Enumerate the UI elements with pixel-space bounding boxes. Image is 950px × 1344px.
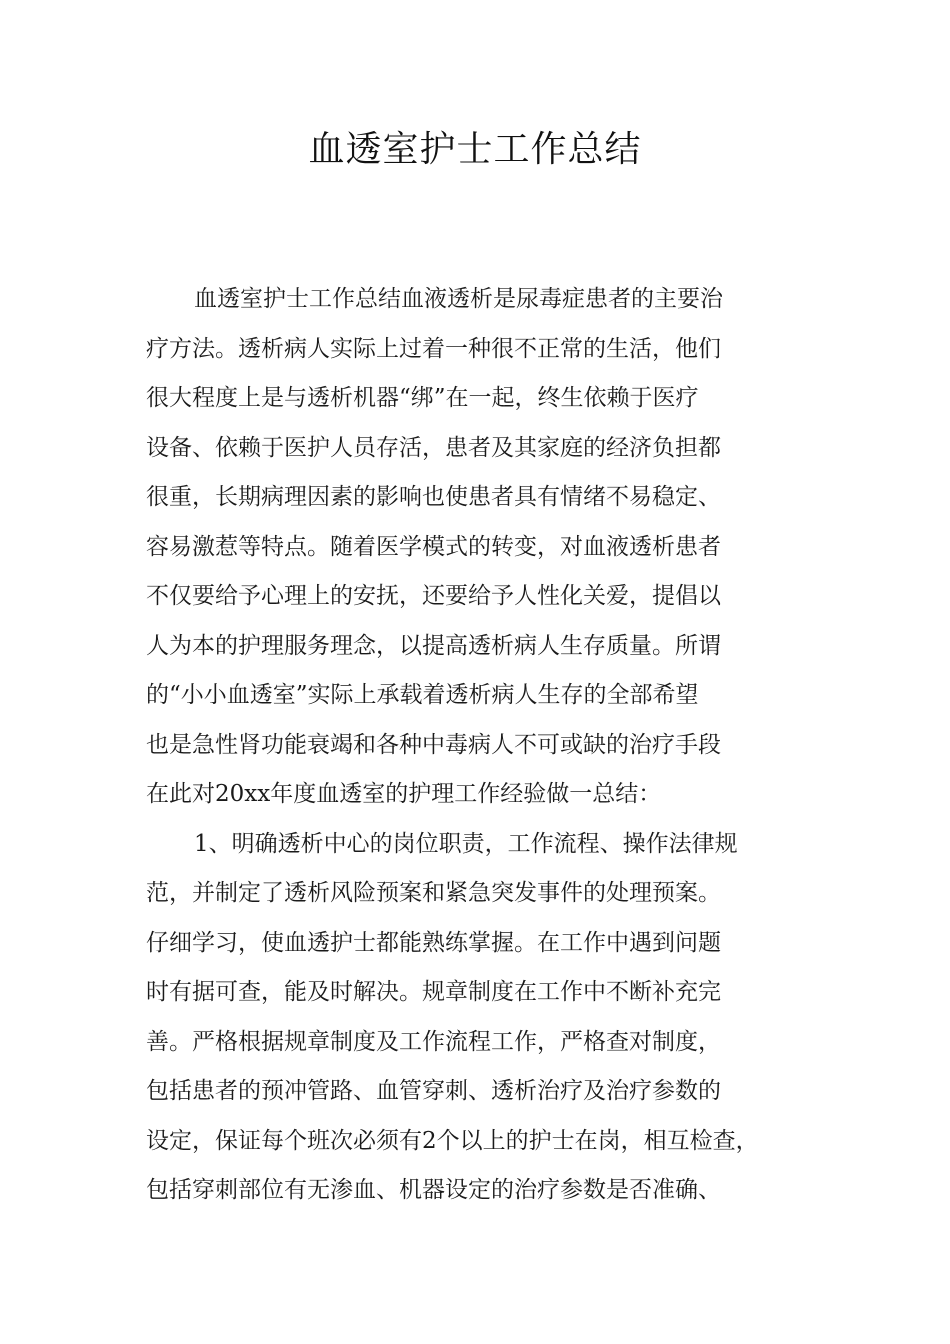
- paragraph-line: 不仅要给予心理上的安抚，还要给予人性化关爱，提倡以: [146, 583, 721, 609]
- paragraph-line: 包括穿刺部位有无渗血、机器设定的治疗参数是否准确、: [146, 1177, 721, 1203]
- paragraph-line: 时有据可查，能及时解决。规章制度在工作中不断补充完: [146, 979, 721, 1005]
- paragraph-line: 在此对20xx年度血透室的护理工作经验做一总结：: [146, 781, 662, 807]
- document-body: [146, 275, 806, 1216]
- paragraph-line: 容易激惹等特点。随着医学模式的转变，对血液透析患者: [146, 533, 721, 560]
- paragraph-line: 1、明确透析中心的岗位职责，工作流程、操作法律规: [194, 830, 738, 857]
- paragraph-line: 的“小小血透室”实际上承载着透析病人生存的全部希望: [146, 682, 699, 708]
- paragraph-line: 人为本的护理服务理念，以提高透析病人生存质量。所谓: [146, 632, 721, 659]
- paragraph-line: 仔细学习，使血透护士都能熟练掌握。在工作中遇到问题: [146, 929, 721, 956]
- paragraph-line: 很大程度上是与透析机器“绑”在一起，终生依赖于医疗: [146, 385, 699, 411]
- paragraph-line: 善。严格根据规章制度及工作流程工作，严格查对制度，: [146, 1028, 721, 1055]
- paragraph-line: 很重，长期病理因素的影响也使患者具有情绪不易稳定、: [146, 484, 721, 510]
- paragraph-line: 包括患者的预冲管路、血管穿刺、透析治疗及治疗参数的: [146, 1078, 721, 1104]
- paragraph-line: 血透室护士工作总结血液透析是尿毒症患者的主要治: [194, 286, 723, 312]
- document-title: 血透室护士工作总结: [308, 129, 642, 170]
- paragraph-line: 范，并制定了透析风险预案和紧急突发事件的处理预案。: [146, 880, 721, 906]
- paragraph-line: 疗方法。透析病人实际上过着一种很不正常的生活，他们: [146, 335, 721, 362]
- paragraph-line: 设备、依赖于医护人员存活，患者及其家庭的经济负担都: [146, 434, 721, 461]
- paragraph-line: 设定，保证每个班次必须有2个以上的护士在岗，相互检查，: [146, 1127, 759, 1154]
- paragraph-line: 也是急性肾功能衰竭和各种中毒病人不可或缺的治疗手段: [146, 731, 721, 758]
